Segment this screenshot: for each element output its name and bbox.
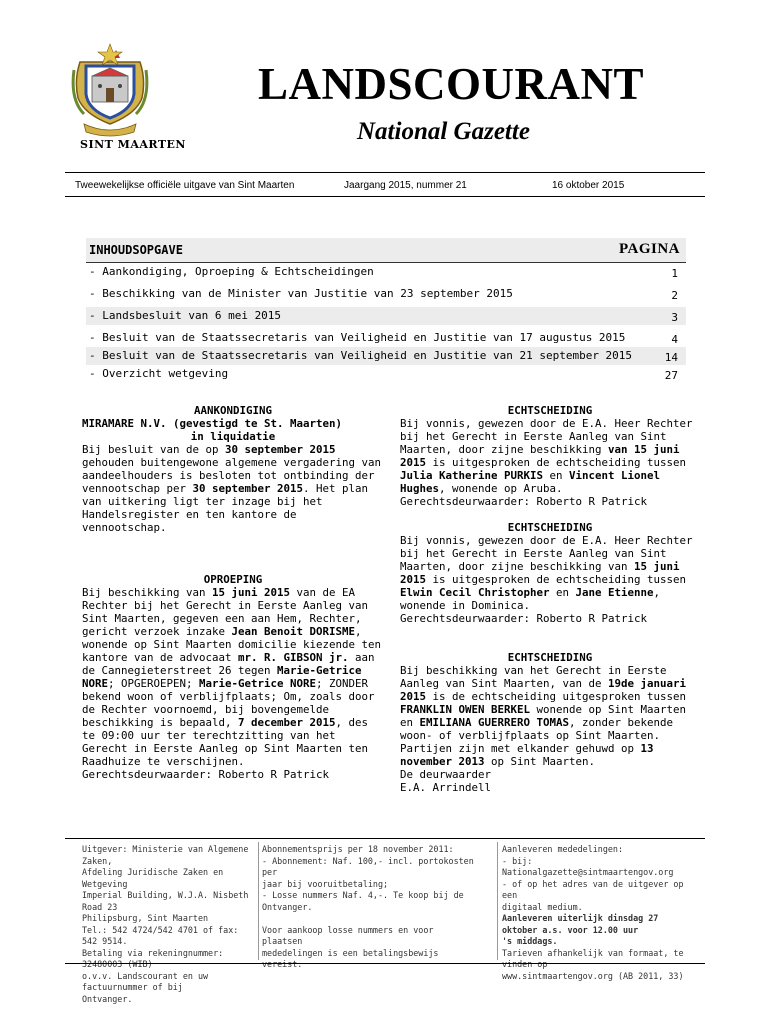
masthead-subtitle: National Gazette xyxy=(357,118,530,145)
submission-info: Aanleveren mededelingen: - bij: Nationalgazette@sintmaartengov.org - of op het adres van de uitgever op een digitaal medium. Aanleveren uiterlijk dinsdag 27 oktober a.s. voor 12.00 uur 's middags. Tarieven afhankelijk van formaat, te vinden op www.sintmaartengov.org (AB 2011, 33) xyxy=(502,844,702,982)
volume-label: Jaargang 2015, nummer 21 xyxy=(344,180,467,191)
toc-item-page: 3 xyxy=(671,311,678,324)
footer-rule xyxy=(65,838,705,839)
publisher-info: Uitgever: Ministerie van Algemene Zaken, Afdeling Juridische Zaken en Wetgeving Imperial Building, W.J.A. Nisbeth Road 23 Philipsburg, Sint Maarten Tel.: 542 4724/542 4701 of fax: 542 9514. Betaling via rekeningnummer: 32480003 (WIB) o.v.v. Landscourant en uw factuurnummer of bij Ontvanger. xyxy=(82,844,249,1004)
echtscheiding-title: ECHTSCHEIDING xyxy=(507,404,593,417)
toc-heading: INHOUDSOPGAVE xyxy=(89,243,183,257)
masthead-title: LANDSCOURANT xyxy=(258,59,645,109)
email-link[interactable]: - bij: Nationalgazette@sintmaartengov.org xyxy=(502,855,674,877)
toc-item-page: 1 xyxy=(671,267,678,280)
toc-item-page: 4 xyxy=(671,333,678,346)
coat-of-arms-icon xyxy=(70,40,150,140)
oproeping-signature: Gerechtsdeurwaarder: Roberto R Patrick xyxy=(82,768,330,781)
echtscheiding-signature: E.A. Arrindell xyxy=(400,781,492,794)
oproeping-title: OPROEPING xyxy=(203,573,263,586)
toc-item[interactable] xyxy=(86,307,686,325)
subscription-info: Abonnementsprijs per 18 november 2011: - Abonnement: Naf. 100,- incl. portokosten per jaar bij vooruitbetaling; - Losse nummers Naf. 4,-. Te koop bij de Ontvanger. Voor aankoop losse nummers en voor plaatsen mededelingen is een betalingsbewijs vereist. xyxy=(262,844,474,969)
table-of-contents xyxy=(86,238,686,383)
toc-item-label: - Overzicht wetgeving xyxy=(89,367,229,380)
subheader-rule xyxy=(65,196,705,197)
toc-item-label: - Besluit van de Staatssecretaris van Veiligheid en Justitie van 17 augustus 2015 xyxy=(89,331,626,344)
right-column xyxy=(400,404,700,794)
toc-item[interactable] xyxy=(86,263,686,281)
toc-item-page: 2 xyxy=(671,289,678,302)
toc-item-page: 14 xyxy=(664,351,678,364)
toc-item-label: - Beschikking van de Minister van Justitie van 23 september 2015 xyxy=(89,287,513,300)
edition-label: Tweewekelijkse officiële uitgave van Sint Maarten xyxy=(75,180,295,191)
left-column xyxy=(82,404,384,781)
echtscheiding-signature: Gerechtsdeurwaarder: Roberto R Patrick xyxy=(400,612,648,625)
aankondiging-title: AANKONDIGING xyxy=(193,404,272,417)
toc-item[interactable] xyxy=(86,329,686,347)
toc-item-page: 27 xyxy=(664,369,678,382)
echtscheiding-signature: Gerechtsdeurwaarder: Roberto R Patrick xyxy=(400,495,648,508)
aankondiging-status: in liquidatie xyxy=(190,430,276,443)
footer-bottom-rule xyxy=(65,963,705,964)
echtscheiding-title: ECHTSCHEIDING xyxy=(507,521,593,534)
aankondiging-body: Bij besluit van de op 30 september 2015 gehouden buitengewone algemene vergadering van aandeelhouders is besloten tot ontbinding der vennootschap per 30 september 2015. Het plan van uitkering ligt ter inzage bij het Handelsregister en ten kantore de vennootschap. xyxy=(82,443,382,534)
footer-divider xyxy=(258,842,259,960)
echtscheiding-body: Bij vonnis, gewezen door de E.A. Heer Rechter bij het Gerecht in Eerste Aanleg van Sint Maarten, door zijne beschikking van 15 juni 2015 is uitgesproken de echtscheiding tussen Julia Katherine PURKIS en Vincent Lionel Hughes, wonende op Aruba. xyxy=(400,417,693,495)
toc-item[interactable] xyxy=(86,285,686,303)
issue-date: 16 oktober 2015 xyxy=(552,180,625,191)
header-rule xyxy=(65,172,705,173)
toc-item-label: - Landsbesluit van 6 mei 2015 xyxy=(89,309,282,322)
footer-divider xyxy=(497,842,498,960)
echtscheiding-signature: De deurwaarder xyxy=(400,768,492,781)
oproeping-body: Bij beschikking van 15 juni 2015 van de EA Rechter bij het Gerecht in Eerste Aanleg van Sint Maarten, gegeven een aan Hem, Rechter, gericht verzoek inzake Jean Benoit DORISME, wonende op Sint Maarten domicilie kiezende ten kantore van de advocaat mr. R. GIBSON jr. aan de Cannegieterstreet 26 tegen Marie-Getrice NORE; OPGEROEPEN; Marie-Getrice NORE; ZONDER bekend woon of verblijfplaats; Om, zoals door de Rechter voornoemd, bij bovengemelde beschikking is bepaald, 7 december 2015, des te 09:00 uur ter terechtzitting van het Gerecht in Eerste Aanleg op Sint Maarten ten Raadhuize te verschijnen. xyxy=(82,586,382,768)
toc-item[interactable] xyxy=(86,347,686,365)
aankondiging-company: MIRAMARE N.V. (gevestigd te St. Maarten) xyxy=(82,417,343,430)
toc-header xyxy=(86,238,686,263)
echtscheiding-body: Bij vonnis, gewezen door de E.A. Heer Rechter bij het Gerecht in Eerste Aanleg van Sint Maarten, door zijne beschikking van 15 juni 2015 is uitgesproken de echtscheiding tussen Elwin Cecil Christopher en Jane Etienne, wonende in Dominica. xyxy=(400,534,693,612)
website-link[interactable]: www.sintmaartengov.org (AB 2011, 33) xyxy=(502,970,684,981)
place-label: SINT MAARTEN xyxy=(80,138,186,151)
echtscheiding-title: ECHTSCHEIDING xyxy=(507,651,593,664)
toc-item-label: - Aankondiging, Oproeping & Echtscheidingen xyxy=(89,265,374,278)
toc-item[interactable] xyxy=(86,365,686,383)
toc-page-heading: PAGINA xyxy=(618,241,680,257)
toc-item-label: - Besluit van de Staatssecretaris van Veiligheid en Justitie van 21 september 2015 xyxy=(89,349,633,362)
echtscheiding-body: Bij beschikking van het Gerecht in Eerste Aanleg van Sint Maarten, van de 19de januari 2015 is de echtscheiding uitgesproken tussen FRANKLIN OWEN BERKEL wonende op Sint Maarten en EMILIANA GUERRERO TOMAS, zonder bekende woon- of verblijfplaats op Sint Maarten. Partijen zijn met elkander gehuwd op 13 november 2013 op Sint Maarten. xyxy=(400,664,687,768)
